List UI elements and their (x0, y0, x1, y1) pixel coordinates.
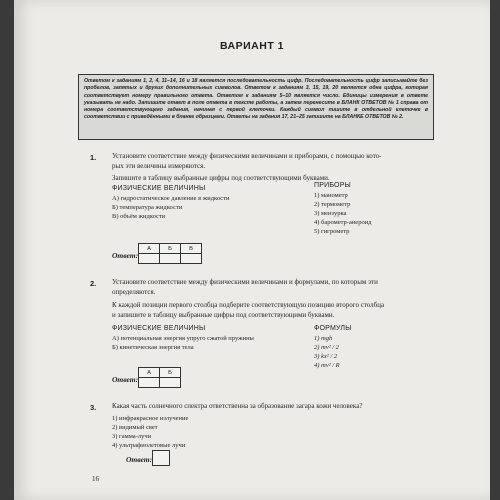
q2-answer-cell[interactable] (160, 378, 181, 388)
q2-subtext-line2: и запишите в таблицу выбранные цифры под соответствующими буквами. (112, 310, 335, 319)
q3-option: 3) гамма-лучи (112, 433, 152, 440)
q1-left-item: Б) температура жидкости (112, 204, 183, 211)
q2-answer-table (138, 367, 181, 388)
q2-left-item: Б) кинетическая энергия тела (112, 344, 194, 351)
q2-right-item: 3) kx² / 2 (314, 353, 338, 360)
q2-right-header: ФОРМУЛЫ (314, 325, 352, 332)
q1-right-list (314, 191, 371, 236)
q3-text: Какая часть солнечного спектра ответственна за образование загара кожи человека? (112, 402, 363, 410)
q2-right-list (314, 334, 340, 370)
q1-answer-label: Ответ: (112, 251, 139, 260)
q3-number: 3. (90, 403, 97, 412)
q2-text (112, 278, 452, 320)
q1-left-item: А) гидростатическое давление в жидкости (112, 195, 230, 202)
q3-answer-label: Ответ: (126, 455, 153, 464)
q2-col-header: Б (160, 368, 181, 378)
q2-right-item: 2) mv² / 2 (314, 344, 339, 351)
q2-text-line2: определяются. (112, 287, 156, 296)
q1-text-line1: Установите соответствие между физическими величинами и приборами, с помощью кото- (112, 152, 382, 160)
q2-right-item: 4) mv² / R (314, 362, 340, 369)
q1-text-line2: рых эти величины измеряются. (112, 161, 206, 170)
q1-text (112, 152, 442, 184)
q2-left-list (112, 334, 254, 352)
q1-col-header: В (181, 244, 202, 254)
instructions-box (78, 74, 434, 140)
q1-right-item: 5) гигрометр (314, 228, 350, 235)
q1-right-item: 4) барометр-анероид (314, 219, 372, 226)
q1-left-list (112, 194, 230, 221)
q3-option: 1) инфракрасное излучение (112, 415, 189, 422)
q1-right-item: 1) манометр (314, 192, 348, 199)
q2-left-item: А) потенциальная энергия упруго сжатой пружины (112, 335, 254, 342)
q2-subtext-line1: К каждой позиции первого столбца подберите соответствующую позицию второго столбца (112, 301, 385, 309)
q3-option: 4) ультрафиолетовые лучи (112, 442, 186, 449)
q1-right-item: 3) мензурка (314, 210, 347, 217)
q1-answer-cell[interactable] (160, 254, 181, 264)
q2-answer-label: Ответ: (112, 375, 139, 384)
variant-title: ВАРИАНТ 1 (219, 40, 285, 52)
q1-col-header: Б (160, 244, 181, 254)
page-sheet (14, 0, 490, 500)
q1-answer-cell[interactable] (181, 254, 202, 264)
q1-subtext: Запишите в таблицу выбранные цифры под соответствующими буквами. (112, 174, 330, 182)
q2-left-header: ФИЗИЧЕСКИЕ ВЕЛИЧИНЫ (112, 325, 206, 332)
q1-answer-cell[interactable] (139, 254, 160, 264)
q1-right-header: ПРИБОРЫ (314, 182, 351, 189)
q1-col-header: А (139, 244, 160, 254)
q3-option: 2) видимый свет (112, 424, 158, 431)
q1-right-item: 2) термометр (314, 201, 351, 208)
q2-text-line1: Установите соответствие между физическими величинами и формулами, по которым эти (112, 278, 378, 286)
q2-right-item: 1) mgh (314, 335, 333, 342)
page-number: 16 (92, 475, 99, 483)
q1-left-header: ФИЗИЧЕСКИЕ ВЕЛИЧИНЫ (112, 185, 206, 192)
q2-answer-cell[interactable] (139, 378, 160, 388)
q3-options (112, 414, 188, 450)
q3-answer-box[interactable] (152, 450, 170, 466)
q2-col-header: А (139, 368, 160, 378)
q2-number: 2. (90, 279, 97, 288)
instructions-text: Ответом к заданиям 1, 2, 4, 11–14, 16 и 18 является последовательность цифр. Последовательность цифр записывайте без пробелов, запятых и других дополнительных символов. Ответом к заданиям 3, 15, 19, 20 является одна цифра, которая соответствует номеру правильного ответа. Ответом к заданиям 5–10 является число. Единицы измерения в ответе указывать не надо. Запишите ответ в поле ответа в тексте работы, а затем перенесите в БЛАНК ОТВЕТОВ № 1 справа от номера соответствующего задания, начиная с первой клеточки. Каждый символ пишите в отдельной клеточке в соответствии с приведёнными в бланке образцами. Ответы на задания 17, 21–25 запишите на БЛАНКЕ ОТВЕТОВ № 2. (84, 78, 428, 121)
q1-answer-table (138, 243, 202, 264)
q1-number: 1. (90, 153, 97, 162)
q1-left-item: В) объём жидкости (112, 213, 166, 220)
